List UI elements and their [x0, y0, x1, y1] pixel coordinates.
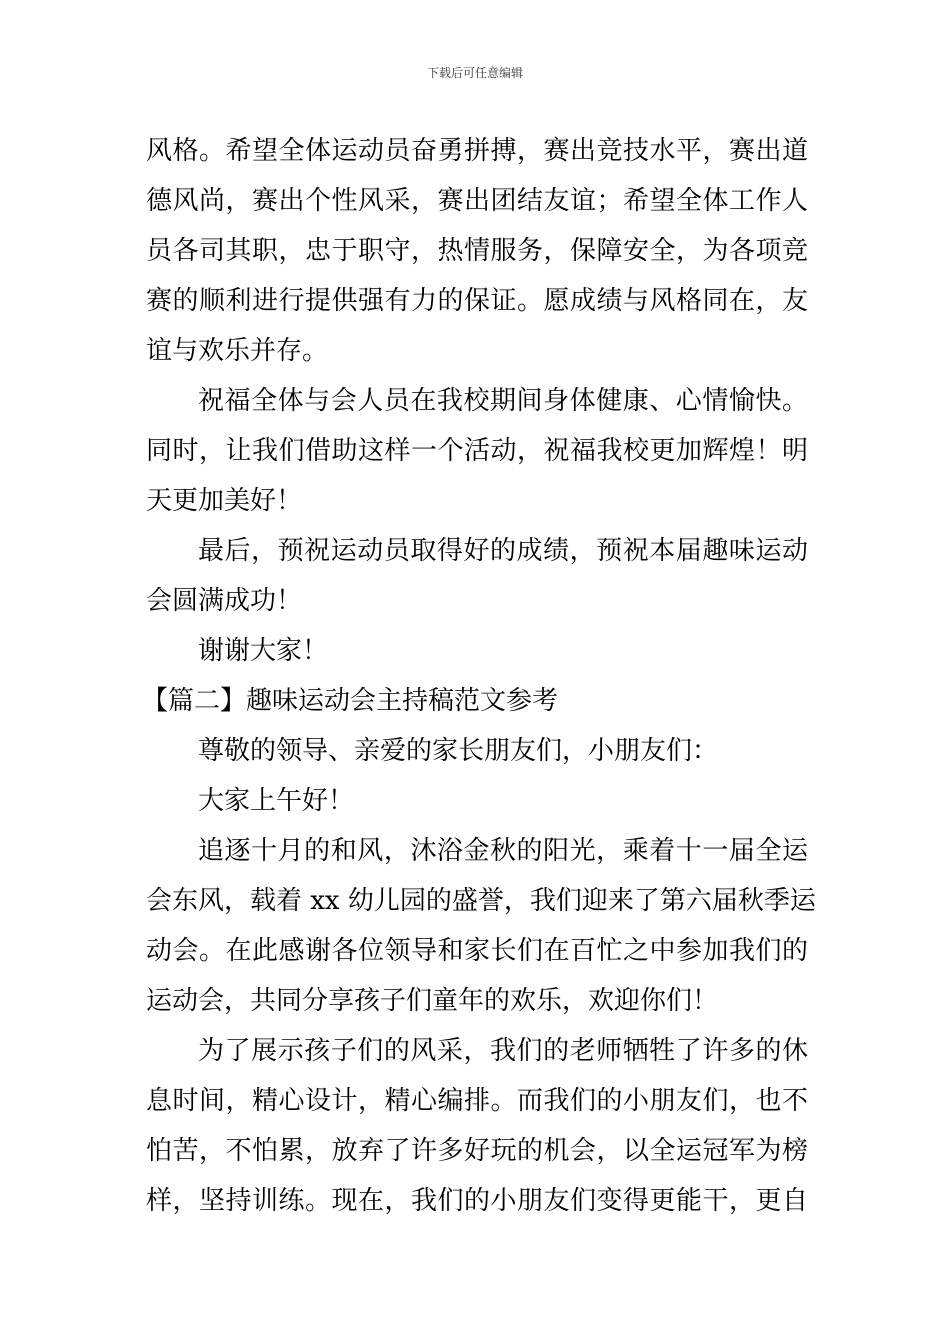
text-line: 德风尚，赛出个性风采，赛出团结友谊；希望全体工作人: [146, 186, 808, 216]
text-line: 赛的顺利进行提供强有力的保证。愿成绩与风格同在，友: [146, 286, 808, 316]
text-line: 为了展示孩子们的风采，我们的老师牺牲了许多的休: [198, 1036, 808, 1066]
text-line: 员各司其职，忠于职守，热情服务，保障安全，为各项竞: [146, 236, 808, 266]
text-line: 最后，预祝运动员取得好的成绩，预祝本届趣味运动: [198, 536, 808, 566]
text-line: 谊与欢乐并存。: [146, 336, 329, 366]
document-body: [142, 126, 816, 1226]
text-line: 同时，让我们借助这样一个活动，祝福我校更加辉煌！明: [146, 436, 808, 466]
text-line: 谢谢大家！: [198, 636, 329, 666]
text-line: 祝福全体与会人员在我校期间身体健康、心情愉快。: [198, 386, 808, 416]
text-line: 怕苦，不怕累，放弃了许多好玩的机会，以全运冠军为榜: [146, 1136, 808, 1166]
text-line: 会东风，载着 xx 幼儿园的盛誉，我们迎来了第六届秋季运: [146, 886, 816, 916]
text-line: 尊敬的领导、亲爱的家长朋友们，小朋友们：: [198, 736, 719, 766]
text-line: 运动会，共同分享孩子们童年的欢乐，欢迎你们！: [146, 986, 719, 1016]
section-heading: 【篇二】趣味运动会主持稿范文参考: [142, 686, 559, 716]
text-line: 风格。希望全体运动员奋勇拼搏，赛出竞技水平，赛出道: [146, 136, 808, 166]
text-line: 会圆满成功！: [146, 586, 303, 616]
text-line: 大家上午好！: [198, 786, 355, 816]
page-header-note: 下载后可任意编辑: [426, 66, 523, 80]
text-line: 天更加美好！: [146, 486, 303, 516]
text-line: 样，坚持训练。现在，我们的小朋友们变得更能干，更自: [146, 1186, 808, 1216]
text-line: 动会。在此感谢各位领导和家长们在百忙之中参加我们的: [146, 936, 808, 966]
text-line: 息时间，精心设计，精心编排。而我们的小朋友们，也不: [146, 1086, 808, 1116]
text-line: 追逐十月的和风，沐浴金秋的阳光，乘着十一届全运: [198, 836, 808, 866]
